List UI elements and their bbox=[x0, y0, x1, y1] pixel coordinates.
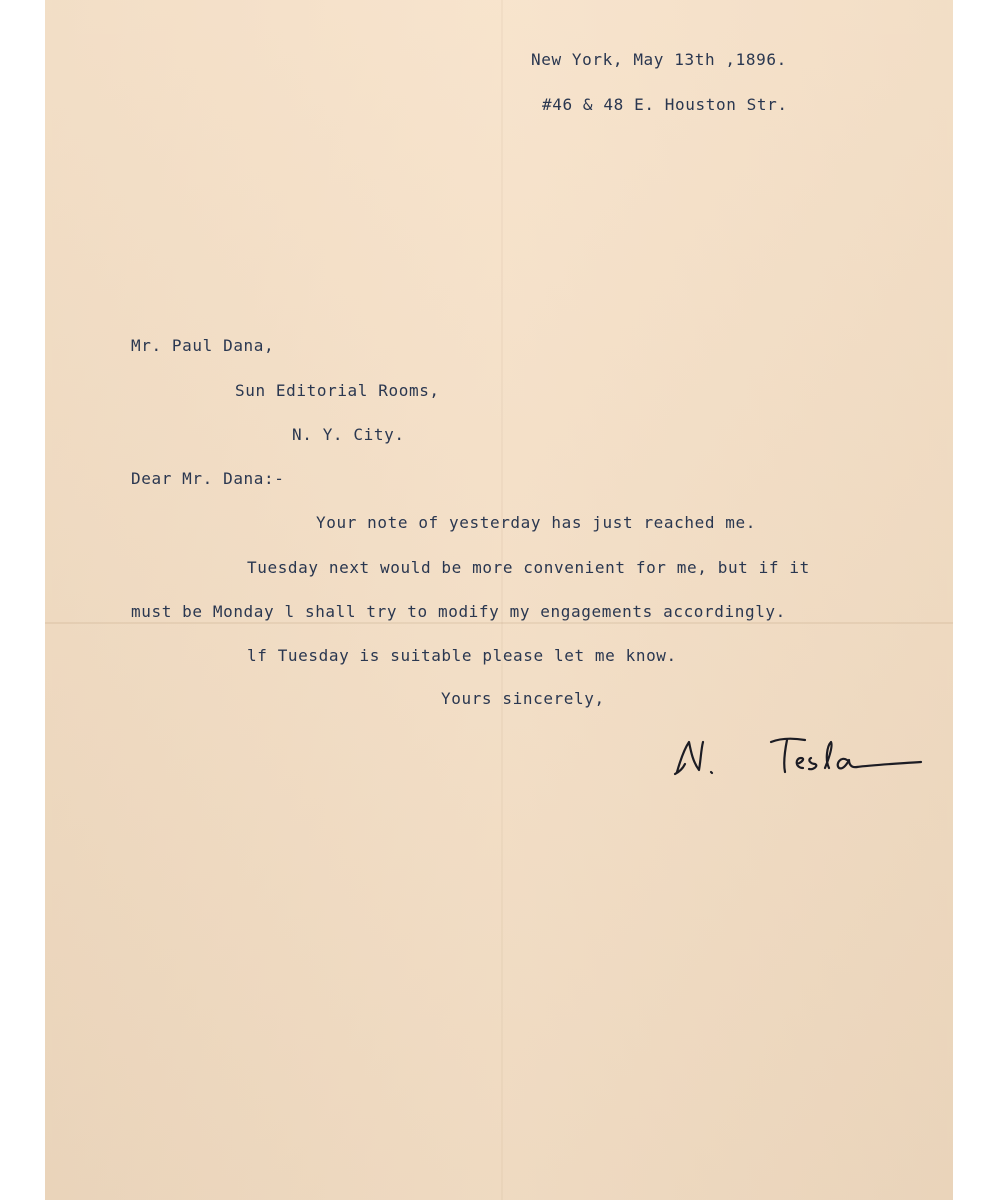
sender-address: #46 & 48 E. Houston Str. bbox=[542, 95, 788, 114]
body-line: lf Tuesday is suitable please let me know. bbox=[247, 646, 677, 665]
body-line: must be Monday l shall try to modify my engagements accordingly. bbox=[131, 602, 786, 621]
letter-paper bbox=[45, 0, 953, 1200]
body-line: Your note of yesterday has just reached me. bbox=[316, 513, 757, 532]
closing: Yours sincerely, bbox=[441, 689, 605, 708]
signature bbox=[671, 728, 931, 788]
body-line: Tuesday next would be more convenient for me, but if it bbox=[247, 558, 810, 577]
salutation: Dear Mr. Dana:- bbox=[131, 469, 285, 488]
dateline: New York, May 13th ,1896. bbox=[531, 50, 787, 69]
recipient-organization: Sun Editorial Rooms, bbox=[235, 381, 440, 400]
paper-fold-vertical bbox=[501, 0, 503, 1200]
paper-fold-horizontal bbox=[45, 622, 953, 624]
recipient-city: N. Y. City. bbox=[292, 425, 405, 444]
recipient-name: Mr. Paul Dana, bbox=[131, 336, 275, 355]
